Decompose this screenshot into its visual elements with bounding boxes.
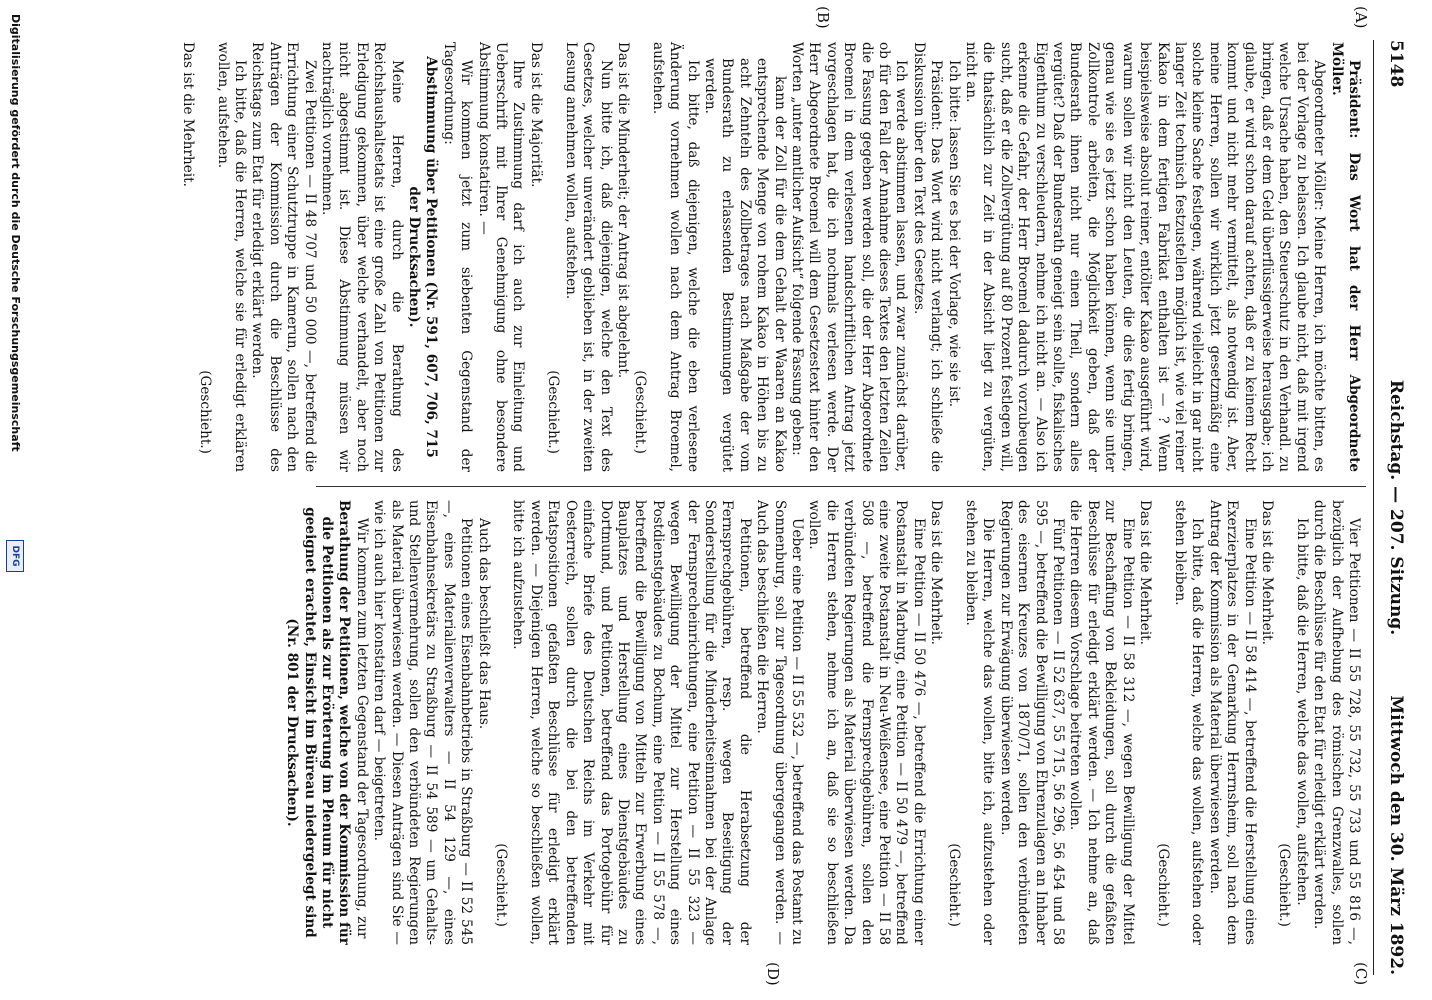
paragraph: Ich bitte, daß die Herren, welche das wollen, aufstehen. bbox=[1293, 518, 1310, 906]
paragraph: Ich bitte, daß die Herren, welche sie für erledigt erklären wollen, aufstehen. bbox=[214, 42, 248, 472]
paragraph: Ich werde abstimmen lassen, und zwar zunächst darüber, ob für den Fall der Annahme dieses Textes den letzten Zeilen die Fassung gegeben werden soll, die der Herr Abgeordnete Broemel in dem verlesenen handschriftlichen Antrag jetzt vorgeschlagen hat, die ich nochmals verlesen werde. Der Herr Abgeordnete Broemel will dem Gesetzestext hinter den Worten „unter amtlicher Aufsicht“ folgende Fassung geben: bbox=[789, 42, 910, 472]
paragraph: Das ist die Majorität. bbox=[527, 42, 544, 188]
paragraph: Petitionen, betreffend die Herabsetzung der Fernsprechgebühren, resp. wegen Beseitigung der Sonderstellung für die Minderheitseinnahmen bei der Anlage der Fernsprecheinrichtungen, eine Petition — II 55 323 — wegen Bewilligung der Mittel zur Herstellung eines Postdienstgebäudes zu Bochum, eine Petition — II 55 578 —, betreffend die Bewilligung von Mitteln zur Erwerbung eines Bauplatzes und Herstellung eines Dienstgebäudes zu Dortmund, und Petitionen, betreffend das Portogebühr für einfache Briefe des Deutschen Reichs im Verkehr mit Oesterreich, sollen durch die bei den betreffenden Etatspositionen gefaßten Beschlüsse für erledigt erklärt werden. — Diejenigen Herren, welche so beschließen wollen, bitte ich aufzustehen. bbox=[510, 500, 753, 945]
margin-letter-c: (C) bbox=[1352, 962, 1370, 986]
paragraph: Fünf Petitionen — II 52 637, 55 715, 56 296, 56 454 und 58 595 —, betreffend die Bewilligung von Ehrenzulagen an Inhaber des eisernen Kreuzes von 1870/71, sollen den verbündeten Regierungen zur Erwägung überwiesen werden. bbox=[997, 500, 1067, 945]
agenda-heading: Abstimmung über Petitionen (Nr. 591, 607, 706, 715 der Drucksachen). bbox=[406, 56, 440, 458]
margin-letter-d: (D) bbox=[764, 962, 782, 986]
credit-text: Digitalisierung gefördert durch die Deutsche Forschungsgemeinschaft bbox=[9, 14, 22, 452]
left-column bbox=[178, 42, 1362, 472]
margin-letter-a: (A) bbox=[1352, 6, 1370, 29]
margin-letter-b: (B) bbox=[814, 6, 832, 29]
paragraph: Wir kommen jetzt zum siebenten Gegenstand der Tagesordnung: bbox=[440, 42, 475, 472]
paragraph: Das ist die Mehrheit. bbox=[928, 500, 945, 645]
paragraph: Wir kommen zum letzten Gegenstand der Tagesordnung, zur bbox=[353, 518, 370, 939]
paragraph: Nun bitte ich, daß diejenigen, welche den Text des Gesetzes, welcher unverändert geblieben ist, in der zweiten Lesung annehmen wollen, aufstehen. bbox=[562, 42, 614, 472]
stage-direction: (Geschieht.) bbox=[197, 370, 214, 454]
paragraph: Das ist die Minderheit; der Antrag ist abgelehnt. bbox=[614, 42, 631, 379]
right-column bbox=[283, 500, 1362, 945]
paragraph: Das ist die Mehrheit. bbox=[179, 42, 196, 187]
digitization-credit bbox=[6, 0, 24, 1000]
paragraph: Ich bitte, daß diejenigen, welche die eben verlesene Änderung vornehmen wollen nach dem Antrag Broemel, aufstehen. bbox=[649, 42, 701, 472]
stage-direction: (Geschieht.) bbox=[545, 370, 562, 454]
agenda-heading: Berathung der Petitionen, welche von der Kommission für die Petitionen als zur Erörterung im Plenum für nicht geeignet erachtet, Einsicht im Büreau niedergelegt sind (Nr. 801 der Drucksachen). bbox=[284, 500, 353, 945]
page-header bbox=[1378, 40, 1406, 975]
session-date: Mittwoch den 30. März 1892. bbox=[1386, 695, 1406, 975]
paragraph: Ihre Zustimmung darf ich auch zur Einleitung und Ueberschrift mit Ihrer Genehmigung ohne besondere Abstimmung konstatiren. — bbox=[475, 42, 527, 472]
paragraph: kann der Zoll für die dem Gehalt der Waaren an Kakao entsprechende Menge von rohem Kakao in Höhen bis zu acht Zehnteln des Zollbetrages nach Maßgabe der vom Bundesrath zu erlassenden Bestimmungen vergütet werden. bbox=[701, 58, 788, 472]
header-rule bbox=[1373, 40, 1374, 975]
dfg-logo-icon: DFG bbox=[6, 540, 24, 572]
column-divider bbox=[316, 486, 1366, 487]
paragraph: Petitionen eines Eisenbahnbetriebs in Straßburg — II 52 545 —, eines Materialienverwalters — II 54 129 —, eines Eisenbahnsekretärs zu Straßburg — II 54 589 — um Gehalts- und Stellenvermehrung, sollen den verbündeten Regierungen als Material überwiesen werden. — Diesen Anträgen sind Sie — wie ich auch hier konstatiren darf — beigetreten. bbox=[371, 500, 475, 945]
paragraph: Vier Petitionen — II 55 728, 55 732, 55 733 und 55 816 —, bezüglich der Aufhebung des römischen Grenzwalles, sollen durch die Beschlüsse für den Etat für erledigt erklärt werden. bbox=[1311, 500, 1362, 945]
paragraph: Das ist die Mehrheit. bbox=[1258, 500, 1275, 645]
stage-direction: (Geschieht.) bbox=[632, 370, 649, 454]
paragraph: Ueber eine Petition — II 55 532 —, betreffend das Postamt zu Sonnenburg, soll zur Tagesordnung übergegangen werden. — Auch das beschließen die Herren. bbox=[754, 500, 805, 945]
paragraph: Eine Petition — II 58 312 —, wegen Bewilligung der Mittel zur Beschaffung von Bekleidungen, soll durch die gefaßten Beschlüsse für erledigt erklärt werden. — Ich nehme an, daß die Herren diesem Vorschlage beitreten wollen. bbox=[1067, 500, 1136, 945]
page-number: 5148 bbox=[1386, 40, 1406, 88]
stage-direction: (Geschieht.) bbox=[493, 843, 510, 927]
running-title: Reichstag. — 207. Sitzung. bbox=[1386, 379, 1406, 636]
paragraph: Eine Petition — II 50 476 —, betreffend die Errichtung einer Postanstalt in Marburg, eine Petition — II 50 479 —, betreffend eine zweite Postanstalt in Neu-Weißensee, eine Petition — II 58 508 —, betreffend die Fernsprechgebühren, sollen den verbündeten Regierungen als Material überwiesen werden. Da die Herren stehen, nehme ich an, daß sie so beschließen wollen. bbox=[806, 500, 927, 945]
paragraph: Meine Herren, durch die Berathung des Reichshaushaltsetats ist eine große Zahl von Petitionen zur Erledigung gekommen, über welche verhandelt, aber noch nicht abgestimmt ist. Diese Abstimmung müssen wir nachträglich vornehmen. bbox=[319, 42, 405, 472]
paragraph: Zwei Petitionen — II 48 707 und 50 000 —, betreffend die Errichtung einer Schutztruppe in Kamerun, sollen nach den Anträgen der Kommission durch die Beschlüsse des Reichstags zum Etat für erledigt erklärt werden. bbox=[249, 42, 318, 472]
paragraph: Präsident: Das Wort wird nicht verlangt; ich schließe die Diskussion über den Text des Gesetzes. bbox=[910, 42, 945, 472]
paragraph: Ich bitte: lassen Sie es bei der Vorlage, wie sie ist. bbox=[945, 60, 962, 408]
paragraph: Auch das beschließt das Haus. bbox=[475, 518, 492, 730]
paragraph: Präsident: Das Wort hat der Herr Abgeordnete Möller. bbox=[1328, 42, 1362, 472]
paragraph: Abgeordneter Möller: Meine Herren, ich möchte bitten, es bei der Vorlage zu belassen. Ich glaube nicht, daß mit irgend welche Ursache haben, den Steuerschutz in den Verhandl. zu bringen, daß er dem Geld überflüssigerweise herausgabe; ich glaube, er wird schon darauf achten, daß er zu keinem Recht kommt und nicht mehr vermittelt, als notwendig ist. Aber, meine Herren, sollen wir wirklich jetzt gesetzmäßig eine solche kleine Sache festlegen, während vielleicht in gar nicht langer Zeit technisch festzustellen möglich ist, wie viel reiner Kakao in dem fertigen Fabrikat enthalten ist — ? Wenn beispielsweise absolut reiner, entölter Kakao ausgeführt wird, warum sollen wir nicht den Leuten, die dies fertig bringen, genau wie sie es jetzt schon haben können, wenn sie unter Zollkontrole arbeiten, die Möglichkeit geben, daß der Bundesrath ihnen nicht nur einen Theil, sondern alles vergütet? Daß der Bundesrath geneigt sein sollte, fiskalisches Eigenthum zu verschleudern, nehme ich nicht an. — Also ich erkenne die Gefahr, der Herr Broemel dadurch vorzubeugen sucht, daß er die Zollvergütung auf 80 Prozent festlegen will, die thatsächlich zur Zeit in der Absicht liegt zu vergüten, nicht an. bbox=[963, 42, 1328, 472]
stage-direction: (Geschieht.) bbox=[1154, 843, 1171, 927]
paragraph: Die Herren, welche das wollen, bitte ich, aufzustehen oder stehen zu bleiben. bbox=[963, 500, 997, 945]
paragraph: Das ist die Mehrheit. bbox=[1137, 500, 1154, 645]
stage-direction: (Geschieht.) bbox=[945, 843, 962, 927]
paragraph: Eine Petition — II 58 414 —, betreffend die Herstellung eines Exerzierplatzes in der Gemarkung Herrnsheim, soll nach dem Antrag der Kommission als Material überwiesen werden. bbox=[1206, 500, 1258, 945]
stage-direction: (Geschieht.) bbox=[1276, 843, 1293, 927]
paragraph: Ich bitte, daß die Herren, welche das wollen, aufstehen oder stehen bleiben. bbox=[1171, 500, 1206, 945]
